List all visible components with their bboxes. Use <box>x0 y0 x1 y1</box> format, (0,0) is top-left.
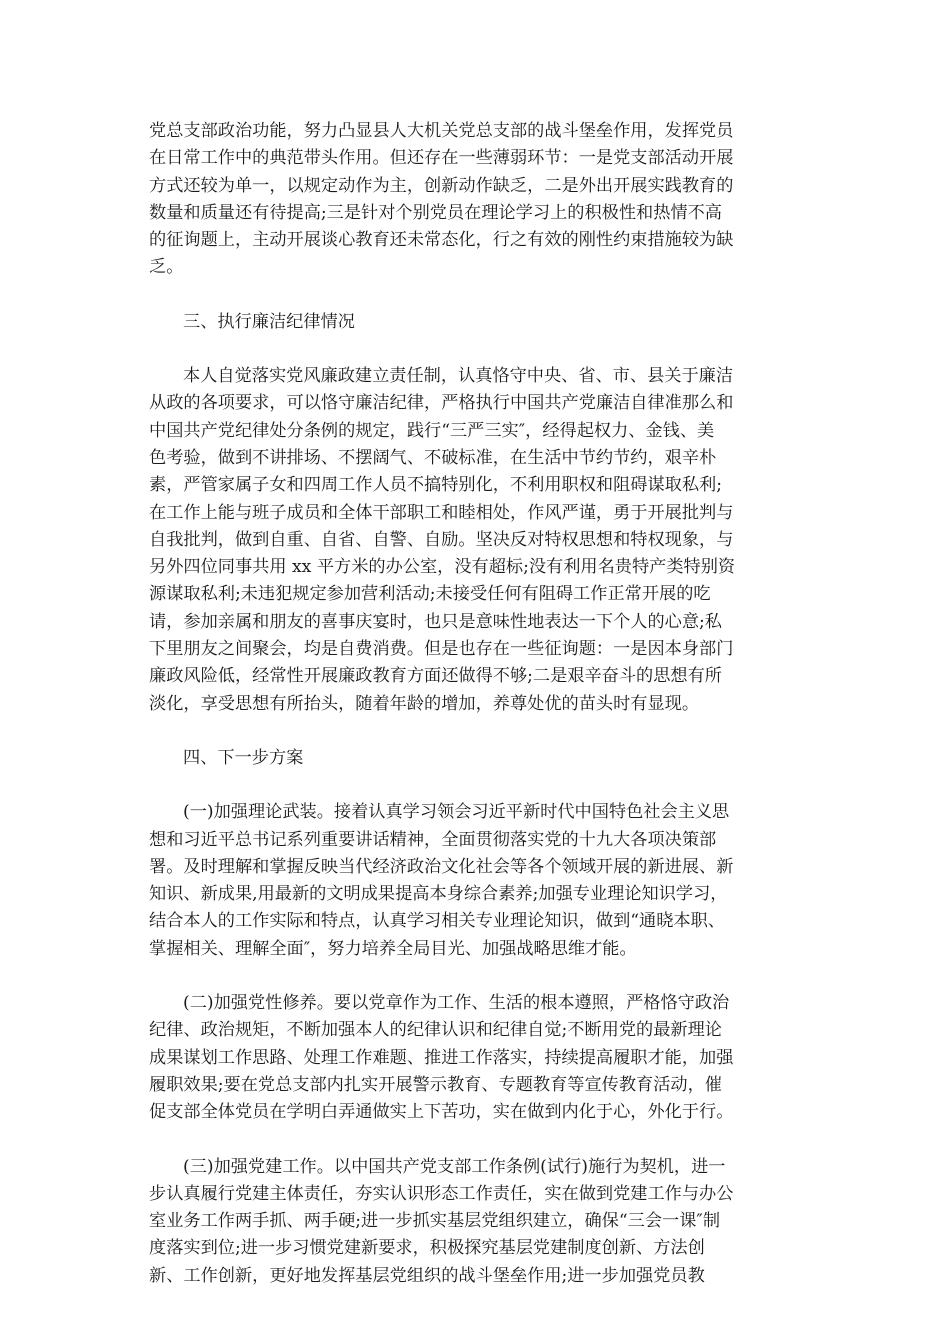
text-line: 从政的各项要求，可以恪守廉洁纪律，严格执行中国共产党廉洁自律准那么和 <box>149 393 734 414</box>
text-line: 促支部全体党员在学明白弄通做实上下苦功，实在做到内化于心，外化于行。 <box>149 1102 734 1123</box>
text-line: 步认真履行党建主体责任，夯实认识形态工作责任，实在做到党建工作与办公 <box>149 1183 734 1204</box>
document-page <box>149 118 799 1317</box>
text-line: 请，参加亲属和朋友的喜事庆宴时，也只是意味性地表达一下个人的心意;私 <box>149 611 722 632</box>
text-line: 结合本人的工作实际和特点，认真学习相关专业理论知识，做到“通晓本职、 <box>149 911 725 932</box>
text-line: 素，严管家属子女和四周工作人员不搞特别化，不利用职权和阻碍谋取私利; <box>149 475 722 496</box>
text-line: 度落实到位;进一步习惯党建新要求，积极探究基层党建制度创新、方法创 <box>149 1238 705 1259</box>
text-line: 源谋取私利;未违犯规定参加营利活动;未接受任何有阻碍工作正常开展的吃 <box>149 584 711 605</box>
text-line: 新、工作创新，更好地发挥基层党组织的战斗堡垒作用;进一步加强党员教 <box>149 1265 705 1286</box>
text-line: 自我批判，做到自重、自省、自警、自励。坚决反对特权思想和特权现象，与 <box>149 529 734 550</box>
text-line: 想和习近平总书记系列重要讲话精神，全面贯彻落实党的十九大各项决策部 <box>149 829 717 850</box>
text-line: 本人自觉落实党风廉政建立责任制，认真恪守中央、省、市、县关于廉洁 <box>183 366 734 387</box>
text-line: 在工作上能与班子成员和全体干部职工和睦相处，作风严谨，勇于开展批判与 <box>149 502 734 523</box>
text-line: 履职效果;要在党总支部内扎实开展警示教育、专题教育等宣传教育活动，催 <box>149 1074 722 1095</box>
text-line: 方式还较为单一，以规定动作为主，创新动作缺乏，二是外出开展实践教育的 <box>149 175 734 196</box>
section-heading-next-plan: 四、下一步方案 <box>183 747 304 768</box>
paragraph-party-spirit <box>149 990 799 1126</box>
text-line: 掌握相关、理解全面″，努力培养全局目光、加强战略思维才能。 <box>149 938 637 959</box>
text-line: (三)加强党建工作。以中国共产党支部工作条例(试行)施行为契机，进一 <box>183 1156 726 1177</box>
text-line: 党总支部政治功能，努力凸显县人大机关党总支部的战斗堡垒作用，发挥党员 <box>149 121 734 141</box>
text-line: 在日常工作中的典范带头作用。但还存在一些薄弱环节：一是党支部活动开展 <box>149 148 734 169</box>
text-line: 纪律、政治规矩，不断加强本人的纪律认识和纪律自觉;不断用党的最新理论 <box>149 1020 722 1041</box>
text-line: 下里朋友之间聚会，均是自费消费。但是也存在一些征询题：一是因本身部门 <box>149 639 734 660</box>
paragraph-party-branch-weaknesses <box>149 118 799 282</box>
text-line: 室业务工作两手抓、两手硬;进一步抓实基层党组织建立，确保“三会一课″制 <box>149 1211 721 1232</box>
paragraph-integrity-discipline <box>149 363 799 718</box>
text-line: 知识、新成果,用最新的文明成果提高本身综合素养;加强专业理论知识学习， <box>149 884 728 905</box>
text-line: (一)加强理论武装。接着认真学习领会习近平新时代中国特色社会主义思 <box>183 802 730 823</box>
text-line: (二)加强党性修养。要以党章作为工作、生活的根本遵照，严格恪守政治 <box>183 993 730 1014</box>
text-line: 署。及时理解和掌握反映当代经济政治文化社会等各个领域开展的新进展、新 <box>149 856 734 877</box>
text-line: 廉政风险低，经常性开展廉政教育方面还做得不够;二是艰辛奋斗的思想有所 <box>149 666 722 687</box>
paragraph-theory-armament <box>149 799 799 963</box>
text-line: 淡化，享受思想有所抬头，随着年龄的增加，养尊处优的苗头时有显现。 <box>149 693 700 714</box>
text-line: 乏。 <box>149 257 184 278</box>
text-line: 另外四位同事共用 xx 平方米的办公室，没有超标;没有利用名贵特产类特别资 <box>149 557 736 578</box>
text-line: 色考验，做到不讲排场、不摆阔气、不破标准，在生活中节约节约，艰辛朴 <box>149 447 717 468</box>
text-line: 成果谋划工作思路、处理工作难题、推进工作落实，持续提高履职才能，加强 <box>149 1047 734 1068</box>
text-line: 的征询题上，主动开展谈心教育还未常态化，行之有效的刚性约束措施较为缺 <box>149 230 734 251</box>
paragraph-party-building <box>149 1154 799 1290</box>
text-line: 中国共产党纪律处分条例的规定，践行“三严三实″，经得起权力、金钱、美 <box>149 420 715 441</box>
text-line: 数量和质量还有待提高;三是针对个别党员在理论学习上的积极性和热情不高 <box>149 202 722 223</box>
section-heading-integrity-discipline: 三、执行廉洁纪律情况 <box>183 311 355 332</box>
